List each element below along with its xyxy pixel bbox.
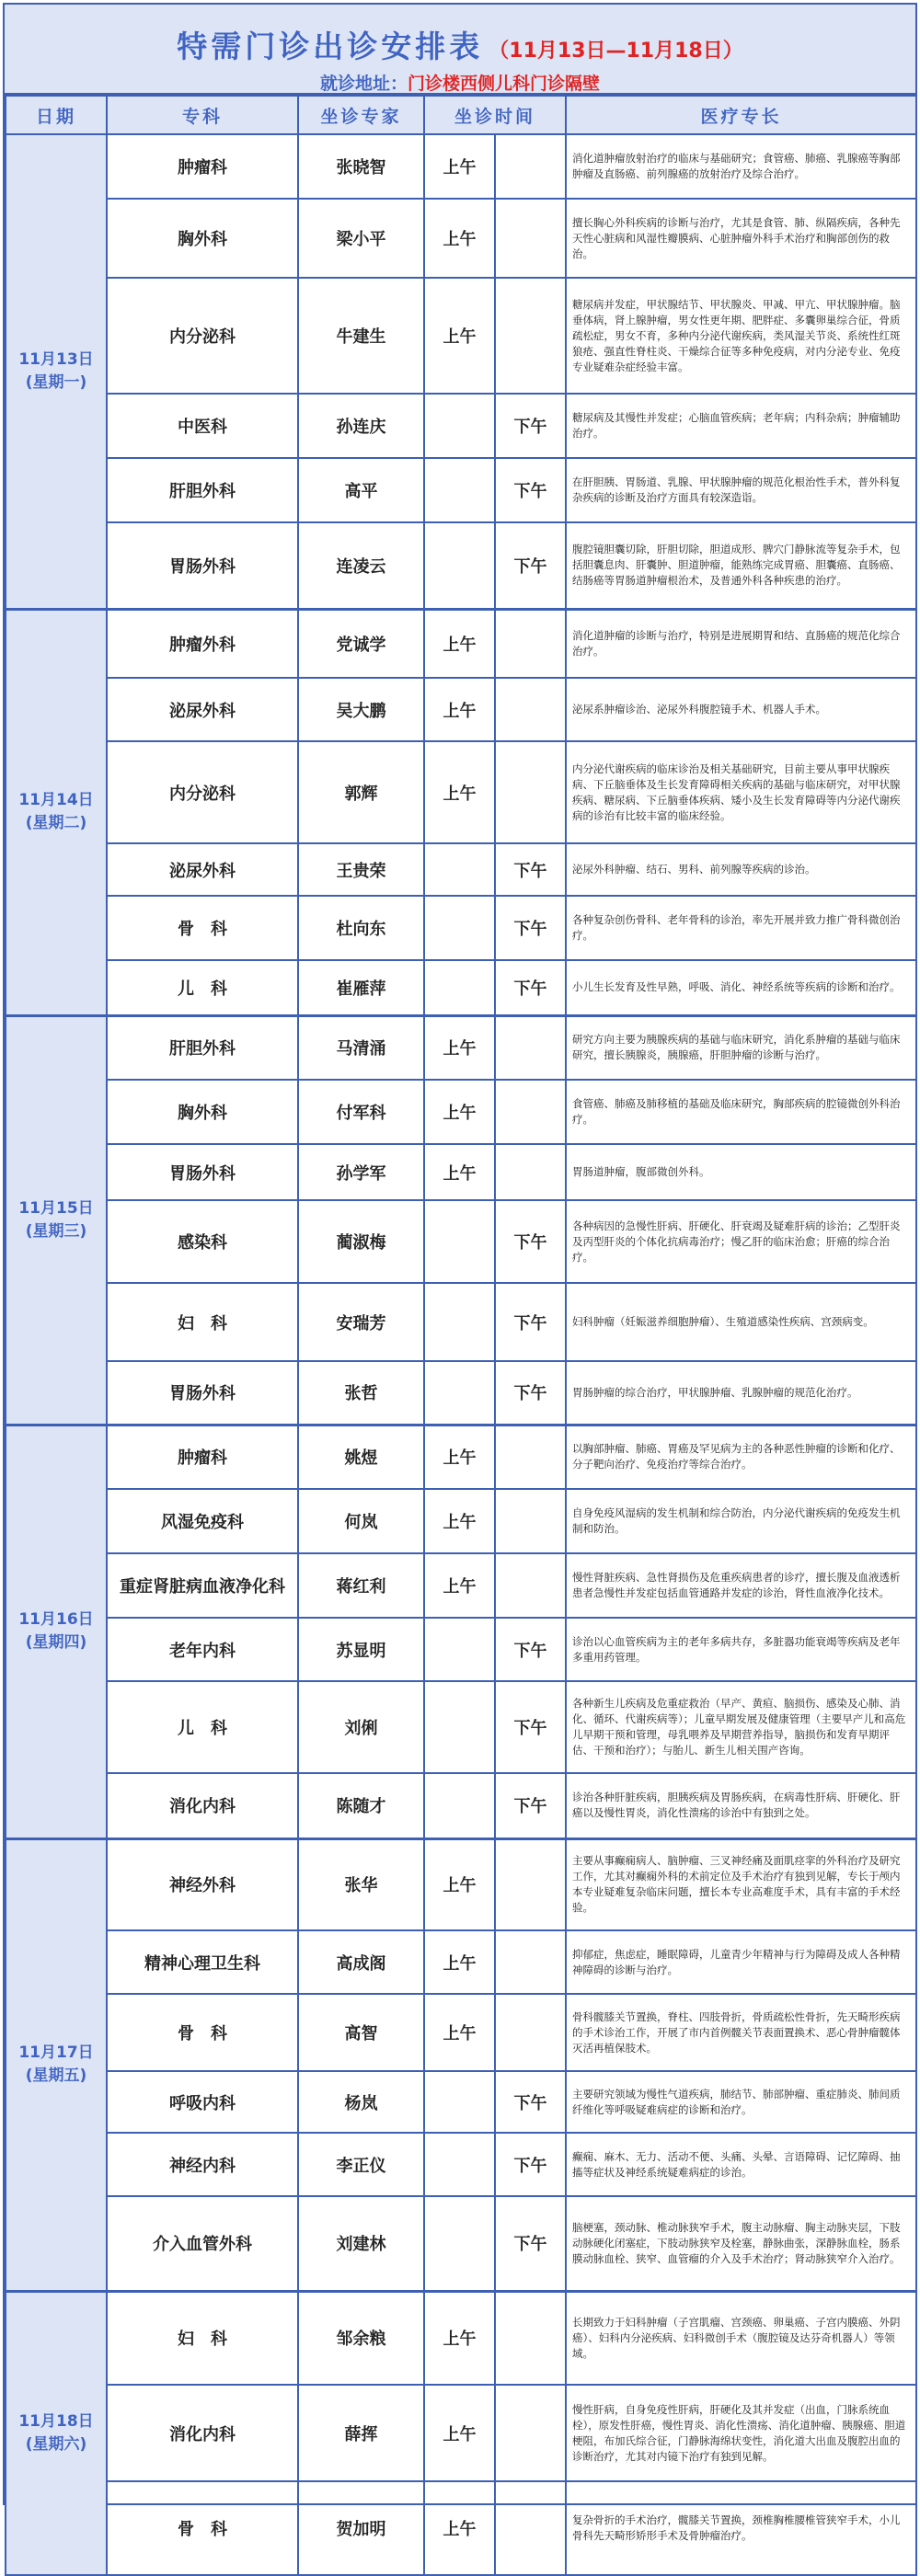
pm-time-cell: 下午 [495,522,566,609]
specialty-cell: 消化道肿瘤的诊断与治疗，特别是进展期胃和结、直肠癌的规范化综合治疗。 [566,609,916,678]
table-row [6,1994,916,2071]
col-header-dept: 专科 [107,96,298,134]
schedule-body [6,134,916,2575]
pm-time-cell [495,278,566,394]
dept-cell: 消化内科 [107,1773,298,1838]
doctor-cell: 付军科 [298,1080,424,1144]
dept-cell: 呼吸内科 [107,2071,298,2133]
pm-time-cell: 下午 [495,1283,566,1361]
table-row [6,896,916,960]
table-row [6,2385,916,2481]
am-time-cell: 上午 [424,2481,495,2575]
specialty-cell: 内分泌代谢疾病的临床诊治及相关基础研究，目前主要从事甲状腺疾病、下丘脑垂体及生长发育障碍相关疾病的基础与临床研究，对甲状腺疾病、糖尿病、下丘脑垂体疾病、矮小及生长发育障碍等内分泌代谢疾病的诊治有比较丰富的临床经验。 [566,741,916,843]
table-row [6,1838,916,1930]
doctor-cell: 孙学军 [298,1144,424,1200]
am-time-cell: 上午 [424,1930,495,1994]
specialty-cell: 抑郁症，焦虑症，睡眠障碍，儿童青少年精神与行为障碍及成人各种精神障碍的诊断与治疗。 [566,1930,916,1994]
table-row [6,458,916,522]
pm-time-cell: 下午 [495,843,566,896]
date-label: 11月13日 [18,349,94,369]
pm-time-cell [495,134,566,199]
dept-cell: 泌尿外科 [107,678,298,741]
doctor-cell: 党诚学 [298,609,424,678]
specialty-cell: 擅长胸心外科疾病的诊断与治疗，尤其是食管、肺、纵隔疾病，各种先天性心脏病和风湿性瓣膜病、心脏肿瘤外科手术治疗和胸部创伤的救治。 [566,199,916,278]
pm-time-cell [495,199,566,278]
specialty-cell: 癫痫、麻木、无力、活动不便、头痛、头晕、言语障碍、记忆障碍、抽搐等症状及神经系统疑难病症的诊治。 [566,2133,916,2196]
table-row [6,394,916,458]
pm-time-cell: 下午 [495,1361,566,1425]
specialty-cell: 小儿生长发育及性早熟，呼吸、消化、神经系统等疾病的诊断和治疗。 [566,960,916,1015]
dept-cell: 风湿免疫科 [107,1489,298,1553]
dept-cell: 胃肠外科 [107,1144,298,1200]
table-row [6,134,916,199]
pm-time-cell [495,1425,566,1489]
doctor-cell: 连凌云 [298,522,424,609]
address-label: 就诊地址： [319,74,408,94]
doctor-cell: 邹余粮 [298,2291,424,2385]
date-cell [6,2291,107,2575]
table-row [6,2196,916,2291]
specialty-cell: 在肝胆胰、胃肠道、乳腺、甲状腺肿瘤的规范化根治性手术，普外科复杂疾病的诊断及治疗方面具有较深造诣。 [566,458,916,522]
dept-cell: 肿瘤科 [107,1425,298,1489]
dept-cell: 神经内科 [107,2133,298,2196]
table-row [6,1015,916,1080]
weekday-label: (星期二) [25,814,87,832]
doctor-cell: 牛建生 [298,278,424,394]
specialty-cell: 脑梗塞，颈动脉、椎动脉狭窄手术，腹主动脉瘤、胸主动脉夹层，下肢动脉硬化闭塞症，下肢动脉狭窄及栓塞，静脉曲张，深静脉血栓，肠系膜动脉血栓、狭窄、血管瘤的介入及手术治疗；肾动脉狭窄介入治疗。 [566,2196,916,2291]
am-time-cell: 上午 [424,199,495,278]
table-row [6,1361,916,1425]
dept-cell: 内分泌科 [107,278,298,394]
specialty-cell: 妇科肿瘤（妊娠滋养细胞肿瘤）、生殖道感染性疾病、宫颈病变。 [566,1283,916,1361]
dept-cell: 儿 科 [107,1681,298,1773]
am-time-cell [424,2196,495,2291]
am-time-cell: 上午 [424,609,495,678]
date-label: 11月15日 [18,1198,94,1218]
date-label: 11月14日 [18,791,94,809]
pm-time-cell: 下午 [495,2196,566,2291]
dept-cell: 骨 科 [107,896,298,960]
am-time-cell: 上午 [424,278,495,394]
pm-time-cell: 下午 [495,2133,566,2196]
pm-time-cell: 下午 [495,1618,566,1681]
doctor-cell: 高平 [298,458,424,522]
pm-time-cell [495,1553,566,1618]
am-time-cell: 上午 [424,2291,495,2385]
specialty-cell: 复杂骨折的手术治疗，髋膝关节置换，颈椎胸椎腰椎管狭窄手术，小儿骨科先天畸形矫形手术及骨肿瘤治疗。 [566,2481,916,2575]
pm-time-cell: 下午 [495,896,566,960]
address-line [5,70,915,95]
dept-cell: 骨 科 [107,2481,298,2575]
date-range: （11月13日—11月18日） [489,40,743,63]
specialty-cell: 胃肠道肿瘤，腹部微创外科。 [566,1144,916,1200]
specialty-cell: 各种复杂创伤骨科、老年骨科的诊治，率先开展并致力推广骨科微创治疗。 [566,896,916,960]
weekday-label: (星期四) [25,1633,87,1652]
doctor-cell: 马清涌 [298,1015,424,1080]
doctor-cell: 苏显明 [298,1618,424,1681]
doctor-cell: 李正仪 [298,2133,424,2196]
dept-cell: 神经外科 [107,1838,298,1930]
doctor-cell: 贺加明 [298,2481,424,2575]
am-time-cell: 上午 [424,2385,495,2481]
am-time-cell [424,2071,495,2133]
dept-cell: 胸外科 [107,1080,298,1144]
table-row [6,1489,916,1553]
dept-cell: 妇 科 [107,2291,298,2385]
am-time-cell: 上午 [424,1994,495,2071]
table-row [6,2481,916,2575]
doctor-cell: 郭辉 [298,741,424,843]
am-time-cell [424,1200,495,1283]
table-row [6,960,916,1015]
dept-cell: 胃肠外科 [107,1361,298,1425]
am-time-cell [424,394,495,458]
table-row [6,199,916,278]
table-row [6,1773,916,1838]
table-row [6,2071,916,2133]
specialty-cell: 主要从事癫痫病人、脑肿瘤、三叉神经痛及面肌痉挛的外科治疗及研究工作，尤其对癫痫外科的术前定位及手术治疗有独到见解，专长于颅内本专业疑难复杂临床问题，擅长本专业高难度手术，具有丰富的手术经验。 [566,1838,916,1930]
am-time-cell [424,1361,495,1425]
table-row [6,1618,916,1681]
table-row [6,1553,916,1618]
am-time-cell [424,1283,495,1361]
specialty-cell: 各种病因的急慢性肝病、肝硬化、肝衰竭及疑难肝病的诊治；乙型肝炎及丙型肝炎的个体化抗病毒治疗；慢乙肝的临床治愈；肝癌的综合治疗。 [566,1200,916,1283]
pm-time-cell [495,2481,566,2575]
specialty-cell: 腹腔镜胆囊切除，肝胆切除，胆道成形、脾穴门静脉流等复杂手术，包括胆囊息肉、肝囊肿、胆道肿瘤，能熟练完成胃癌、胆囊癌、直肠癌、结肠癌等胃肠道肿瘤根治术，及普通外科各种疾患的治疗。 [566,522,916,609]
doctor-cell: 安瑞芳 [298,1283,424,1361]
pm-time-cell [495,2291,566,2385]
weekday-label: (星期三) [25,1221,87,1241]
dept-cell: 妇 科 [107,1283,298,1361]
pm-time-cell [495,1489,566,1553]
am-time-cell: 上午 [424,134,495,199]
date-label: 11月17日 [18,2044,94,2062]
table-row [6,1425,916,1489]
doctor-cell: 刘俐 [298,1681,424,1773]
doctor-cell: 王贵荣 [298,843,424,896]
dept-cell: 肝胆外科 [107,458,298,522]
am-time-cell: 上午 [424,1553,495,1618]
doctor-cell: 吴大鹏 [298,678,424,741]
am-time-cell: 上午 [424,1425,495,1489]
specialty-cell: 食管癌、肺癌及肺移植的基础及临床研究，胸部疾病的腔镜微创外科治疗。 [566,1080,916,1144]
dept-cell: 胸外科 [107,199,298,278]
pm-time-cell: 下午 [495,2071,566,2133]
specialty-cell: 长期致力于妇科肿瘤（子宫肌瘤、宫颈癌、卵巢癌、子宫内膜癌、外阴癌）、妇科内分泌疾病、妇科微创手术（腹腔镜及达芬奇机器人）等领域。 [566,2291,916,2385]
specialty-cell: 泌尿系肿瘤诊治、泌尿外科腹腔镜手术、机器人手术。 [566,678,916,741]
doctor-cell: 张华 [298,1838,424,1930]
doctor-cell: 蔺淑梅 [298,1200,424,1283]
schedule-page [3,3,917,2542]
doctor-cell: 蒋红利 [298,1553,424,1618]
dept-cell: 重症肾脏病血液净化科 [107,1553,298,1618]
date-cell [6,1425,107,1838]
doctor-cell: 梁小平 [298,199,424,278]
weekday-label: (星期五) [25,2067,87,2085]
doctor-cell: 姚煜 [298,1425,424,1489]
specialty-cell: 主要研究领域为慢性气道疾病，肺结节、肺部肿瘤、重症肺炎、肺间质纤维化等呼吸疑难病症的诊断和治疗。 [566,2071,916,2133]
date-label: 11月16日 [18,1610,94,1629]
date-cell [6,1838,107,2291]
pm-time-cell [495,1994,566,2071]
schedule-table [5,95,917,2576]
specialty-cell: 泌尿外科肿瘤、结石、男科、前列腺等疾病的诊治。 [566,843,916,896]
am-time-cell [424,960,495,1015]
pm-time-cell [495,1080,566,1144]
specialty-cell: 慢性肝病，自身免疫性肝病，肝硬化及其并发症（出血，门脉系统血栓），原发性肝癌，慢性胃炎、消化性溃疡、消化道肿瘤、胰腺癌、胆道梗阻，布加氏综合征，门静脉海绵状变性，消化道大出血及腹腔出血的诊断治疗，尤其对内镜下治疗有独到见解。 [566,2385,916,2481]
page-title: 特需门诊出诊安排表 [177,29,484,64]
dept-cell: 内分泌科 [107,741,298,843]
am-time-cell: 上午 [424,1489,495,1553]
am-time-cell: 上午 [424,741,495,843]
pm-time-cell: 下午 [495,394,566,458]
pm-time-cell: 下午 [495,458,566,522]
am-time-cell [424,1773,495,1838]
table-row [6,278,916,394]
pm-time-cell [495,741,566,843]
doctor-cell: 孙连庆 [298,394,424,458]
pm-time-cell: 下午 [495,960,566,1015]
table-row [6,2133,916,2196]
dept-cell: 肝胆外科 [107,1015,298,1080]
pm-time-cell: 下午 [495,1681,566,1773]
pm-time-cell [495,1838,566,1930]
am-time-cell [424,1618,495,1681]
dept-cell: 胃肠外科 [107,522,298,609]
dept-cell: 介入血管外科 [107,2196,298,2291]
table-row [6,1144,916,1200]
am-time-cell: 上午 [424,678,495,741]
doctor-cell: 陈随才 [298,1773,424,1838]
specialty-cell: 以胸部肿瘤、肺癌、胃癌及罕见病为主的各种恶性肿瘤的诊断和化疗、分子靶向治疗、免疫治疗等综合治疗。 [566,1425,916,1489]
pm-time-cell [495,2385,566,2481]
col-header-doctor: 坐诊专家 [298,96,424,134]
pm-time-cell [495,1015,566,1080]
col-header-spec: 医疗专长 [566,96,916,134]
dept-cell: 感染科 [107,1200,298,1283]
dept-cell: 老年内科 [107,1618,298,1681]
table-row [6,2291,916,2385]
am-time-cell [424,522,495,609]
specialty-cell: 诊治各种肝脏疾病，胆胰疾病及胃肠疾病，在病毒性肝病、肝硬化、肝癌以及慢性胃炎，消化性溃疡的诊治中有独到之处。 [566,1773,916,1838]
dept-cell: 儿 科 [107,960,298,1015]
specialty-cell: 糖尿病及其慢性并发症；心脑血管疾病；老年病；内科杂病；肿瘤辅助治疗。 [566,394,916,458]
table-row [6,1080,916,1144]
specialty-cell: 消化道肿瘤放射治疗的临床与基础研究；食管癌、肺癌、乳腺癌等胸部肿瘤及直肠癌、前列腺癌的放射治疗及综合治疗。 [566,134,916,199]
table-row [6,1681,916,1773]
title-banner [5,5,915,95]
table-row [6,741,916,843]
table-row [6,1283,916,1361]
am-time-cell: 上午 [424,1015,495,1080]
specialty-cell: 研究方向主要为胰腺疾病的基础与临床研究，消化系肿瘤的基础与临床研究，擅长胰腺炎，胰腺癌，肝胆肿瘤的诊断与治疗。 [566,1015,916,1080]
am-time-cell [424,896,495,960]
dept-cell: 泌尿外科 [107,843,298,896]
specialty-cell: 诊治以心血管疾病为主的老年多病共存，多脏器功能衰竭等疾病及老年多重用药管理。 [566,1618,916,1681]
date-label: 11月18日 [18,2411,94,2431]
doctor-cell: 薛挥 [298,2385,424,2481]
doctor-cell: 刘建林 [298,2196,424,2291]
doctor-cell: 杨岚 [298,2071,424,2133]
col-header-time: 坐诊时间 [424,96,566,134]
table-row [6,1930,916,1994]
pm-time-cell: 下午 [495,1200,566,1283]
address-value: 门诊楼西侧儿科门诊隔壁 [408,74,601,94]
doctor-cell: 高成阁 [298,1930,424,1994]
table-row [6,609,916,678]
dept-cell: 精神心理卫生科 [107,1930,298,1994]
weekday-label: (星期六) [25,2434,87,2454]
doctor-cell: 高智 [298,1994,424,2071]
dept-cell: 消化内科 [107,2385,298,2481]
pm-time-cell: 下午 [495,1773,566,1838]
weekday-label: (星期一) [25,372,87,392]
am-time-cell: 上午 [424,1080,495,1144]
table-row [6,843,916,896]
am-time-cell [424,2133,495,2196]
am-time-cell [424,1681,495,1773]
table-header-row [6,96,916,134]
pm-time-cell [495,1144,566,1200]
dept-cell: 肿瘤外科 [107,609,298,678]
table-row [6,522,916,609]
doctor-cell: 张晓智 [298,134,424,199]
specialty-cell: 胃肠肿瘤的综合治疗，甲状腺肿瘤、乳腺肿瘤的规范化治疗。 [566,1361,916,1425]
am-time-cell [424,458,495,522]
am-time-cell: 上午 [424,1838,495,1930]
doctor-cell: 张哲 [298,1361,424,1425]
doctor-cell: 何岚 [298,1489,424,1553]
date-cell [6,609,107,1015]
specialty-cell: 各种新生儿疾病及危重症救治（早产、黄疸、脑损伤、感染及心肺、消化、循环、代谢疾病等）；儿童早期发展及健康管理（主要早产儿和高危儿早期干预和管理，母乳喂养及早期营养指导，脑损伤和发育早期评估、干预和治疗）；与胎儿、新生儿相关围产咨询。 [566,1681,916,1773]
table-row [6,678,916,741]
am-time-cell [424,843,495,896]
pm-time-cell [495,1930,566,1994]
doctor-cell: 崔雁萍 [298,960,424,1015]
specialty-cell: 慢性肾脏疾病、急性肾损伤及危重疾病患者的诊疗，擅长腹及血液透析患者急慢性并发症包括血管通路并发症的诊治，肾性血液净化技术。 [566,1553,916,1618]
table-row [6,1200,916,1283]
am-time-cell: 上午 [424,1144,495,1200]
date-cell [6,134,107,609]
pm-time-cell [495,609,566,678]
specialty-cell: 糖尿病并发症，甲状腺结节、甲状腺炎、甲减、甲亢、甲状腺肿瘤。脑垂体病，肾上腺肿瘤，男女性更年期、肥胖症、多囊卵巢综合征，骨质疏松症，男女不育，多种内分泌代谢疾病，类风湿关节炎、系统性红斑狼疮、强直性脊柱炎、干燥综合征等多种免疫病，对内分泌专业、免疫专业疑难杂症经验丰富。 [566,278,916,394]
pm-time-cell [495,678,566,741]
specialty-cell: 骨科髋膝关节置换，脊柱、四肢骨折，骨质疏松性骨折，先天畸形疾病的手术诊治工作，开展了市内首例髋关节表面置换术、恶心骨肿瘤髋体灭活再植保肢术。 [566,1994,916,2071]
date-cell [6,1015,107,1425]
specialty-cell: 自身免疫风湿病的发生机制和综合防治，内分泌代谢疾病的免疫发生机制和防治。 [566,1489,916,1553]
doctor-cell: 杜向东 [298,896,424,960]
col-header-date: 日期 [6,96,107,134]
dept-cell: 中医科 [107,394,298,458]
dept-cell: 肿瘤科 [107,134,298,199]
dept-cell: 骨 科 [107,1994,298,2071]
